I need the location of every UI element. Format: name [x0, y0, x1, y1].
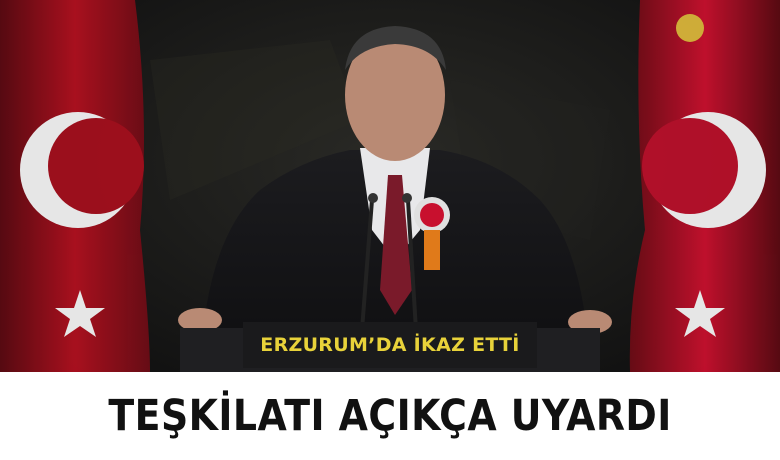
kicker-text: ERZURUM’DA İKAZ ETTİ — [260, 334, 520, 356]
left-flag — [0, 0, 150, 372]
kicker-banner — [243, 322, 537, 368]
headline-banner — [0, 372, 780, 460]
emblem-sun — [676, 14, 704, 42]
headline-text: TEŞKİLATI AÇIKÇA UYARDI — [108, 391, 672, 441]
right-flag — [630, 0, 780, 372]
rosette-ribbon — [424, 230, 440, 270]
